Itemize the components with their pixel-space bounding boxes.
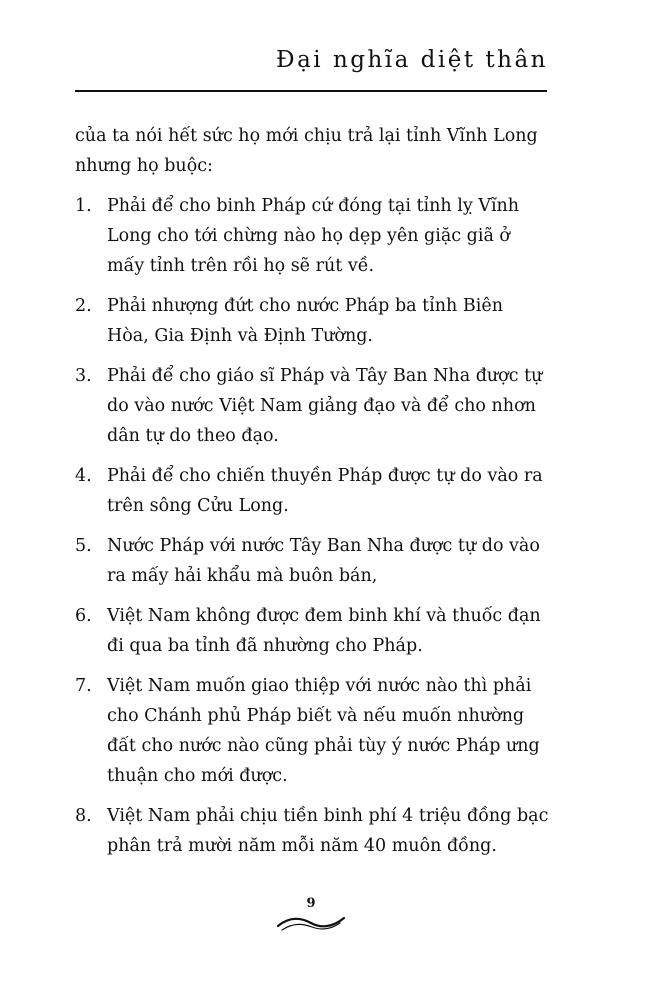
item-number: 7.	[75, 676, 92, 696]
body-text	[75, 121, 550, 871]
page-number: 9	[306, 896, 316, 911]
list-item	[75, 801, 550, 861]
list-item	[75, 461, 550, 521]
item-number: 6.	[75, 606, 92, 626]
intro-paragraph: của ta nói hết sức họ mới chịu trả lại tỉnh Vĩnh Long nhưng họ buộc:	[75, 126, 538, 176]
item-text: Phải để cho binh Pháp cứ đóng tại tỉnh lỵ Vĩnh Long cho tới chừng nào họ dẹp yên giặc giã ở mấy tỉnh trên rồi họ sẽ rút về.	[107, 196, 520, 276]
item-text: Nước Pháp với nước Tây Ban Nha được tự do vào ra mấy hải khẩu mà buôn bán,	[107, 536, 540, 586]
list-item	[75, 291, 550, 351]
item-number: 2.	[75, 296, 92, 316]
header-rule	[75, 90, 547, 92]
item-text: Việt Nam phải chịu tiền binh phí 4 triệu đồng bạc phân trả mười năm mỗi năm 40 muôn đồng.	[107, 806, 549, 856]
item-number: 1.	[75, 196, 92, 216]
item-number: 8.	[75, 806, 92, 826]
list-item	[75, 601, 550, 661]
list-item	[75, 531, 550, 591]
item-number: 3.	[75, 366, 92, 386]
list-item	[75, 361, 550, 451]
item-text: Phải nhượng đứt cho nước Pháp ba tỉnh Biên Hòa, Gia Định và Định Tường.	[107, 296, 503, 346]
list-item	[75, 191, 550, 281]
list-item	[75, 671, 550, 791]
page-footer	[276, 896, 346, 936]
item-text: Việt Nam không được đem binh khí và thuốc đạn đi qua ba tỉnh đã nhường cho Pháp.	[107, 606, 541, 656]
item-text: Phải để cho chiến thuyền Pháp được tự do vào ra trên sông Cửu Long.	[107, 466, 543, 516]
wave-flourish-icon	[276, 912, 346, 934]
item-text: Việt Nam muốn giao thiệp với nước nào thì phải cho Chánh phủ Pháp biết và nếu muốn nhường đất cho nước nào cũng phải tùy ý nước Pháp ưng thuận cho mới được.	[107, 676, 540, 786]
running-title: Đại nghĩa diệt thân	[276, 47, 548, 73]
item-number: 4.	[75, 466, 92, 486]
terms-list	[75, 191, 550, 861]
item-text: Phải để cho giáo sĩ Pháp và Tây Ban Nha được tự do vào nước Việt Nam giảng đạo và để cho nhơn dân tự do theo đạo.	[107, 366, 543, 446]
item-number: 5.	[75, 536, 92, 556]
